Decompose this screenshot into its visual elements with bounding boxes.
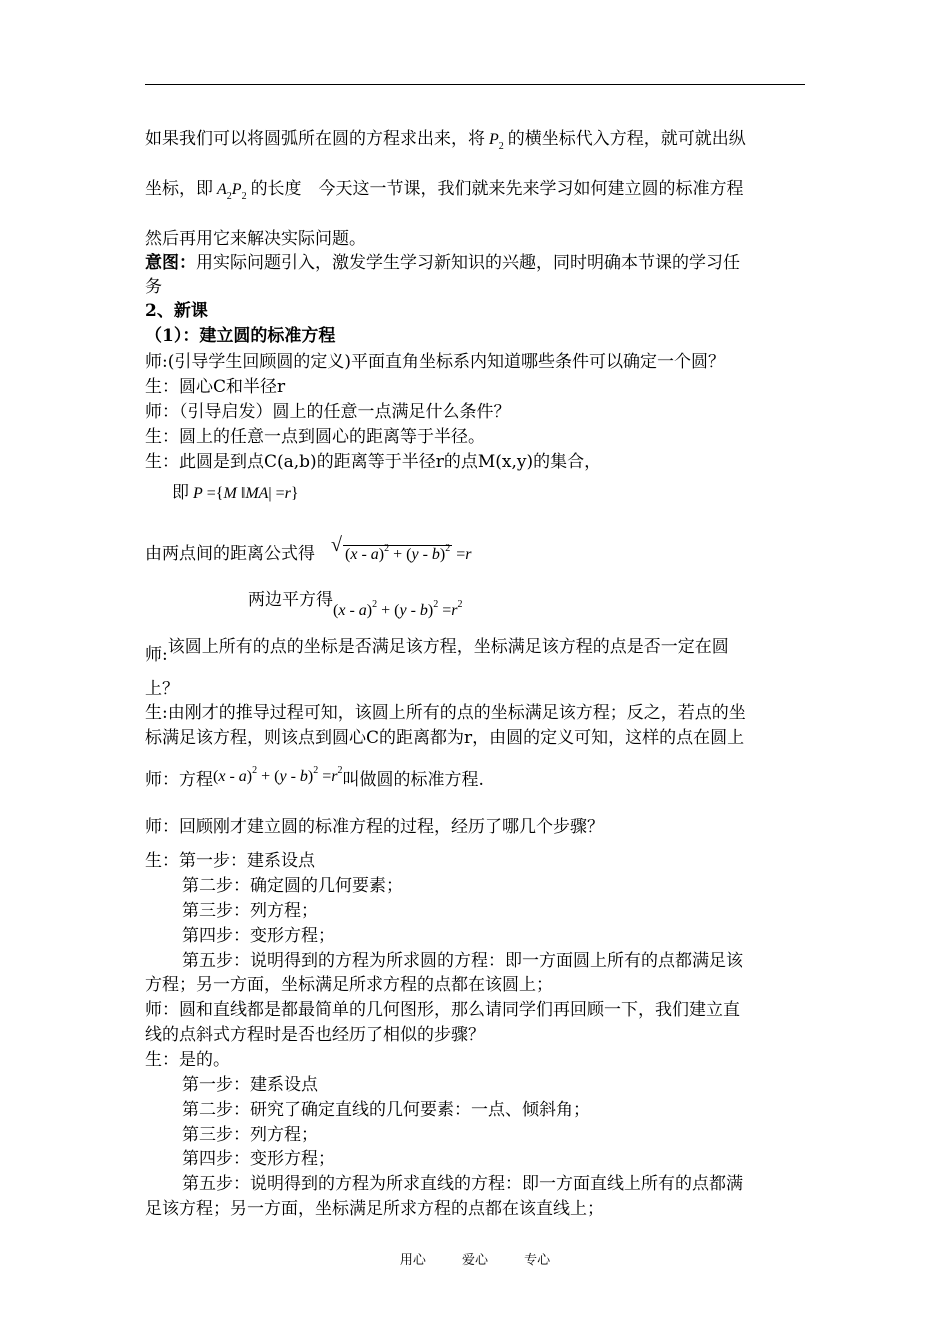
text: 该圆上所有的点的坐标是否满足该方程，坐标满足该方程的点是否一定在圆 — [167, 637, 729, 657]
dialog-line: 标满足该方程，则该点到圆心C的距离都为r，由圆的定义可知，这样的点在圆上 — [145, 728, 745, 748]
dialog-line: 上？ — [145, 679, 179, 699]
text: 即 — [172, 483, 189, 503]
para-line-2 — [145, 178, 744, 208]
step-line: 足该方程；另一方面，坐标满足所求方程的点都在该直线上； — [145, 1199, 604, 1219]
dialog-line: 师：回顾刚才建立圆的标准方程的过程，经历了哪几个步骤？ — [145, 817, 604, 837]
text: 用实际问题引入，激发学生学习新知识的兴趣，同时明确本节课的学习任 — [196, 253, 740, 273]
math-distance: √ (x - a)$^2$ + (y - b)$^2$ =r — [331, 534, 472, 563]
math-p2: $P_2$ — [485, 131, 504, 152]
set-formula-line — [172, 482, 299, 505]
step-line: 第四步：变形方程； — [182, 1149, 335, 1169]
dialog-line: 师:(引导学生回顾圆的定义)平面直角坐标系内知道哪些条件可以确定一个圆？ — [145, 352, 725, 372]
para-line-3: 然后再用它来解决实际问题。 — [145, 229, 366, 249]
step-line: 第四步：变形方程； — [182, 926, 335, 946]
page-footer — [0, 1249, 950, 1268]
dialog-line: 生：圆上的任意一点到圆心的距离等于半径。 — [145, 427, 485, 447]
text: 的长度 今天这一节课，我们就来先来学习如何建立圆的标准方程 — [250, 179, 744, 199]
text: 师：方程 — [145, 770, 213, 790]
subsection-heading: （1）：建立圆的标准方程 — [145, 326, 336, 346]
dialog-line: 生：第一步：建系设点 — [145, 851, 315, 871]
math-a2p2: $A_2P_2$ — [213, 181, 247, 202]
dialog-line: 生：圆心C和半径r — [145, 377, 286, 397]
step-line: 第三步：列方程； — [182, 901, 318, 921]
text: 师: — [145, 645, 168, 665]
footer-text: 专心 — [524, 1253, 551, 1268]
dialog-line: 生：此圆是到点C(a,b)的距离等于半径r的点M(x,y)的集合， — [145, 452, 602, 472]
footer-text: 用心 — [399, 1253, 426, 1268]
para-line-1 — [145, 128, 746, 158]
square-line — [248, 584, 463, 619]
dialog-line: 线的点斜式方程时是否也经历了相似的步骤？ — [145, 1025, 485, 1045]
section-heading: 2、新课 — [145, 301, 208, 321]
text: 的横坐标代入方程，就可就出纵 — [507, 129, 746, 149]
dialog-line: 生：是的。 — [145, 1050, 230, 1070]
standard-eq-line — [145, 764, 484, 792]
text: 两边平方得 — [248, 590, 333, 610]
text: 由两点间的距离公式得 — [145, 544, 315, 564]
text: 叫做圆的标准方程. — [342, 770, 484, 790]
step-line: 第二步：确定圆的几何要素； — [182, 876, 403, 896]
text: 如果我们可以将圆弧所在圆的方程求出来，将 — [145, 129, 485, 149]
math-standard: $(x - a)^2 + (y - b)^2 =r^2$ — [333, 599, 463, 619]
step-line: 第五步：说明得到的方程为所求圆的方程：即一方面圆上所有的点都满足该 — [182, 951, 743, 971]
math-set: P ={M ‖MA| =r} — [189, 485, 299, 502]
intent-label: 意图： — [145, 253, 196, 273]
step-line: 第一步：建系设点 — [182, 1075, 318, 1095]
step-line: 第五步：说明得到的方程为所求直线的方程：即一方面直线上所有的点都满 — [182, 1174, 743, 1194]
header-rule — [145, 84, 805, 85]
dialog-line: 师：圆和直线都是都最简单的几何图形，那么请同学们再回顾一下，我们建立直 — [145, 1000, 740, 1020]
step-line: 方程；另一方面，坐标满足所求方程的点都在该圆上； — [145, 975, 553, 995]
dialog-line — [145, 636, 729, 665]
text: 坐标，即 — [145, 179, 213, 199]
dialog-line: 师：（引导启发）圆上的任意一点满足什么条件？ — [145, 402, 511, 422]
step-line: 第三步：列方程； — [182, 1125, 318, 1145]
step-line: 第二步：研究了确定直线的几何要素：一点、倾斜角； — [182, 1100, 590, 1120]
math-standard-eq: $(x - a)^2 + (y - b)^2 =r^2$ — [213, 765, 343, 785]
distance-line — [145, 534, 472, 566]
footer-text: 爱心 — [461, 1253, 488, 1268]
para-line-5: 务 — [145, 277, 162, 297]
intent-line — [145, 252, 740, 274]
dialog-line: 生:由刚才的推导过程可知，该圆上所有的点的坐标满足该方程；反之，若点的坐 — [145, 703, 746, 723]
